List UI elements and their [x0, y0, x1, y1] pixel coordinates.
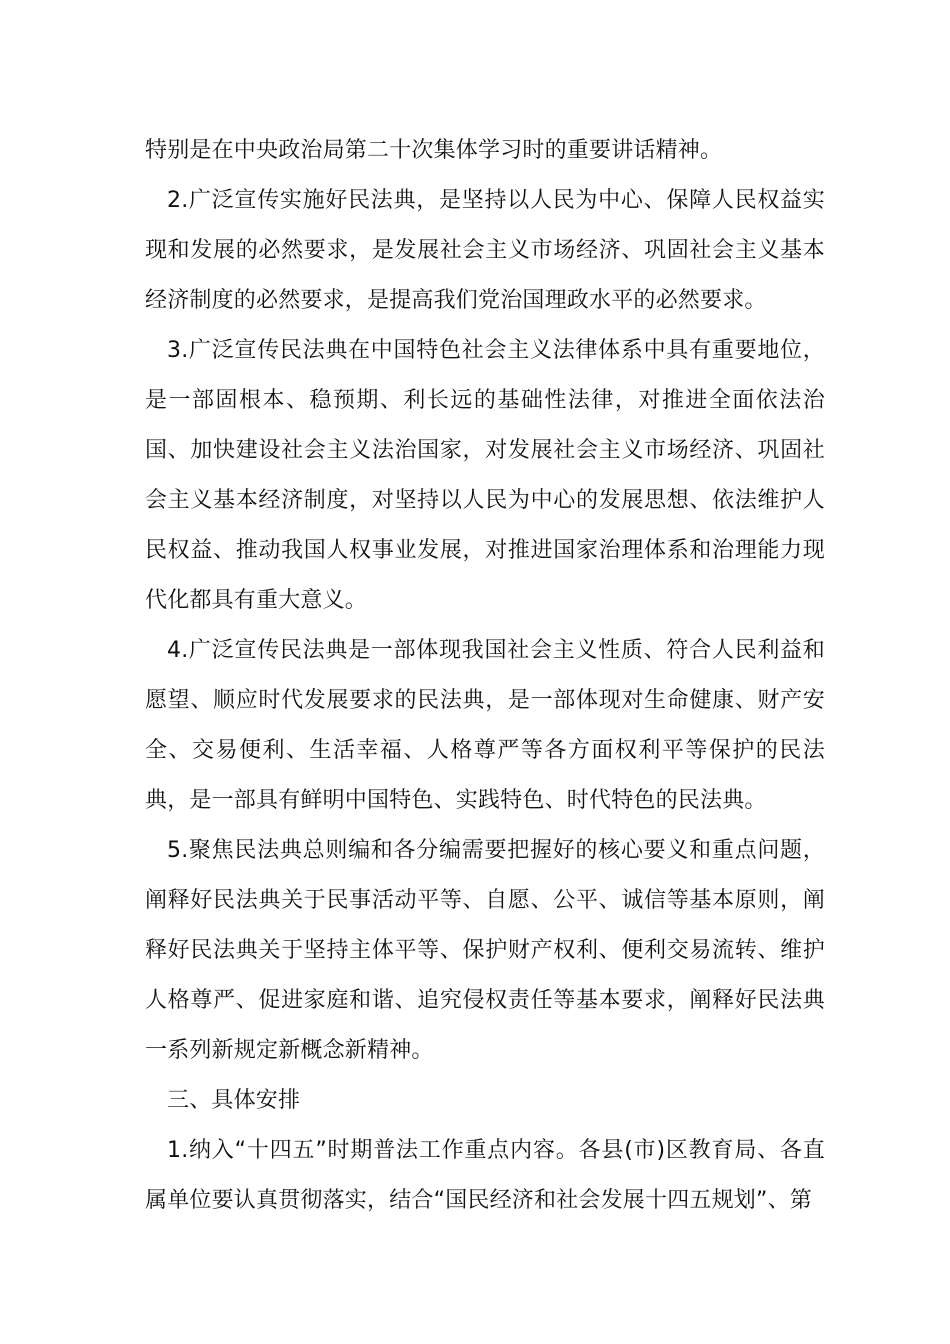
paragraph-arrangement-1: 1.纳入“十四五”时期普法工作重点内容。各县(市)区教育局、各直属单位要认真贯彻落实，结合“国民经济和社会发展十四五规划”、第	[145, 1138, 825, 1213]
paragraph-item-5: 5.聚焦民法典总则编和各分编需要把握好的核心要义和重点问题，阐释好民法典关于民事活动平等、自愿、公平、诚信等基本原则，阐释好民法典关于坚持主体平等、保护财产权利、便利交易流转、维护人格尊严、促进家庭和谐、追究侵权责任等基本要求，阐释好民法典一系列新规定新概念新精神。	[145, 838, 825, 1063]
paragraph-continuation: 特别是在中央政治局第二十次集体学习时的重要讲话精神。	[145, 138, 723, 163]
paragraph-item-4: 4.广泛宣传民法典是一部体现我国社会主义性质、符合人民利益和愿望、顺应时代发展要求的民法典，是一部体现对生命健康、财产安全、交易便利、生活幸福、人格尊严等各方面权利平等保护的民法典，是一部具有鲜明中国特色、实践特色、时代特色的民法典。	[145, 638, 825, 813]
section-heading: 三、具体安排	[167, 1088, 301, 1113]
paragraph-item-2: 2.广泛宣传实施好民法典，是坚持以人民为中心、保障人民权益实现和发展的必然要求，是发展社会主义市场经济、巩固社会主义基本经济制度的必然要求，是提高我们党治国理政水平的必然要求。	[145, 188, 825, 313]
document-body	[145, 126, 825, 1226]
paragraph-item-3: 3.广泛宣传民法典在中国特色社会主义法律体系中具有重要地位，是一部固根本、稳预期、利长远的基础性法律，对推进全面依法治国、加快建设社会主义法治国家，对发展社会主义市场经济、巩固社会主义基本经济制度，对坚持以人民为中心的发展思想、依法维护人民权益、推动我国人权事业发展，对推进国家治理体系和治理能力现代化都具有重大意义。	[145, 338, 825, 613]
